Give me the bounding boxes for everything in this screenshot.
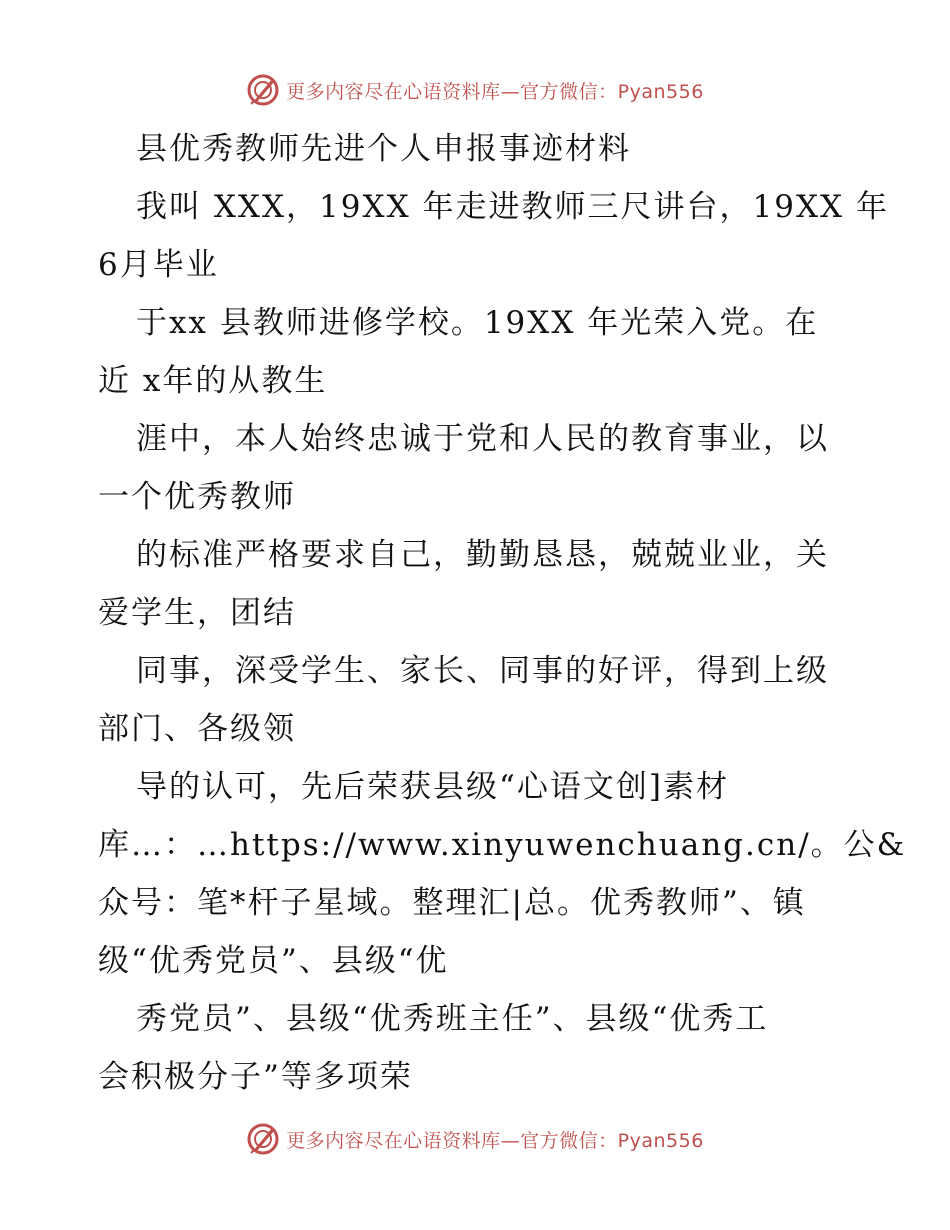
paragraph-line: 近 x年的从教生 [98, 363, 328, 399]
paragraph-line: 我叫 XXX，19XX 年走进教师三尺讲台，19XX 年 [136, 189, 889, 225]
paragraph-line: 部门、各级领 [98, 711, 296, 747]
paragraph-line: 导的认可，先后荣获县级“心语文创]素材 [136, 769, 729, 805]
footer-banner-text: 更多内容尽在心语资料库—官方微信：Pyan556 [286, 1129, 704, 1152]
document-title: 县优秀教师先进个人申报事迹材料 [136, 131, 631, 167]
paragraph-line: 秀党员”、县级“优秀班主任”、县级“优秀工 [136, 1001, 769, 1037]
paragraph-line: 于xx 县教师进修学校。19XX 年光荣入党。在 [136, 305, 819, 341]
paragraph-line: 会积极分子”等多项荣 [98, 1059, 413, 1095]
document-body [98, 120, 907, 1106]
paragraph-line: 一个优秀教师 [98, 479, 296, 515]
quill-circle-logo-icon [246, 1122, 280, 1156]
footer-banner [0, 1119, 950, 1159]
paragraph-line: 库…：…https://www.xinyuwenchuang.cn/。公& [98, 827, 907, 863]
header-banner [0, 70, 950, 110]
paragraph-line: 6月毕业 [98, 247, 219, 283]
paragraph-line: 爱学生，团结 [98, 595, 296, 631]
footer-banner-inner [246, 1122, 704, 1156]
paragraph-line: 众号：笔*杆子星域。整理汇|总。优秀教师”、镇 [98, 885, 806, 921]
header-banner-inner [246, 73, 704, 107]
paragraph-line: 级“优秀党员”、县级“优 [98, 943, 449, 979]
paragraph-line: 的标准严格要求自己，勤勤恳恳，兢兢业业，关 [136, 537, 829, 573]
header-banner-text: 更多内容尽在心语资料库—官方微信：Pyan556 [286, 80, 704, 103]
paragraph-line: 同事，深受学生、家长、同事的好评，得到上级 [136, 653, 829, 689]
quill-circle-logo-icon [246, 73, 280, 107]
paragraph-line: 涯中，本人始终忠诚于党和人民的教育事业，以 [136, 421, 829, 457]
